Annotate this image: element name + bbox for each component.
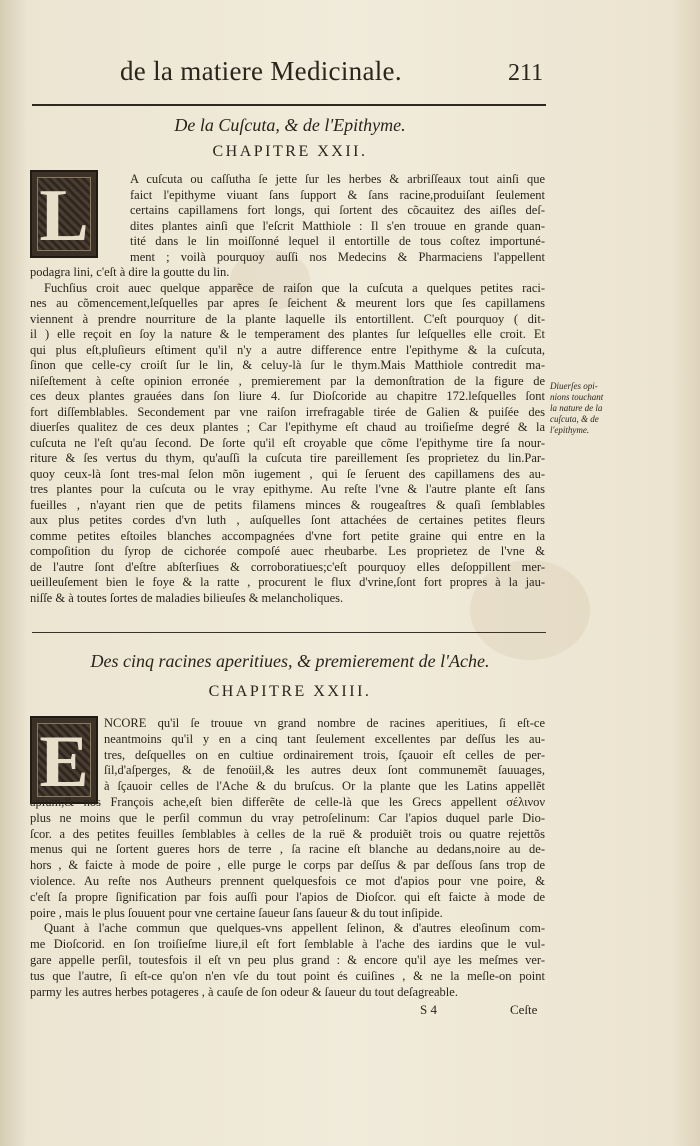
text-line: aux plus petites cordes d'vn luth , auſquelles ſont attachées de certaines petites fleurs xyxy=(30,513,545,527)
text-line: ces deux plantes grauées dans ſon liure 4. ſur Dioſcoride au chapitre 172.leſquelles ſont xyxy=(30,389,545,403)
marginal-note xyxy=(550,381,645,436)
marginal-note-line: cuſcuta, & de xyxy=(550,414,599,424)
text-line: Quant à l'ache commun que quelques-vns appellent ſelinon, & d'autres eleoſinum com- xyxy=(44,921,545,936)
text-line: NCORE qu'il ſe trouue vn grand nombre de racines aperitiues, ſi eſt-ce xyxy=(104,716,545,730)
text-line: cuſcuta ne l'eſt qu'au ſecond. De ſorte qu'il eſt croyable que cõme l'epithyme tire ſa nour- xyxy=(30,435,545,450)
text-line: certains capillamens fort longs, qui ſortent des cõcauitez des aiſles deſ- xyxy=(130,203,545,217)
text-line: Fuchſius croit auec quelque apparẽce de raiſon que la cuſcuta a quelques petites raci- xyxy=(44,280,545,295)
chapter-heading-23: CHAPITRE XXIII. xyxy=(208,683,372,700)
page-number: 211 xyxy=(508,60,544,86)
text-line: de l'autre ſont d'eſtre abſterſiues & corroboratiues;c'eſt pourquoy elles deſoppillent mer- xyxy=(30,559,545,574)
text-line: parmy les autres herbes potageres , à cauſe de ſon odeur & ſaueur du tout deſagreable. xyxy=(30,984,458,999)
header-rule xyxy=(32,104,546,106)
text-line: A cuſcuta ou caſſutha ſe jette ſur les herbes & arbriſſeaux tout ainſi que xyxy=(130,172,545,186)
text-line: il ) elle reçoit en ſoy la nature & le temperament des plantes ſur leſquelles elle croit. Et xyxy=(30,327,545,341)
text-line: tres, deſquelles on en cultiue ordinairement trois, ſçauoir eſt celles de per- xyxy=(104,747,545,762)
marginal-note-line: la nature de la xyxy=(550,403,603,413)
marginal-note-line: Diuerſes opi- xyxy=(550,381,598,391)
text-line: viennent à prendre nourriture de la plante laquelle ils entortillent. C'eſt pourquoy ( dit- xyxy=(30,311,545,326)
text-line: apium,& nos François ache,eſt bien differẽte de celle-là que les Grecs appellent σέλινον xyxy=(30,795,545,809)
text-line: ment ; voilà pourquoy auſſi nos Medecins & Pharmaciens l'appellent xyxy=(130,249,545,264)
text-line: quoy ceux-là ſont tres-mal ſelon mõn iugement , qui ſe ſeruent des capillamens des au- xyxy=(30,466,545,481)
text-line: niſſe & à toutes ſortes de maladies bilieuſes & melancholiques. xyxy=(30,590,344,605)
text-line: comme petites eſtoiles blanches accompagnées d'vne fort petite graine qui entre en la xyxy=(30,528,545,543)
text-line: diuerſes qualitez de ces deux plantes ; Car l'epithyme eſt chaud au troiſieſme degré & la xyxy=(30,420,545,434)
text-line: neantmoins qu'il y en a cinq tant ſeulement excellentes par deſſus les au- xyxy=(104,731,545,746)
text-line: dites plantes ainſi que l'eſcrit Matthiole : Il s'en trouue en grande quan- xyxy=(130,218,545,233)
text-line: compoſition du ſyrop de cichorée compoſé auec rheubarbe. Les proprietez de l'vne & xyxy=(30,544,545,558)
decorated-initial: L xyxy=(30,170,98,258)
text-line: fueilles , n'ayant rien que de petits filamens minces & rougeaſtres & quaſi ſemblables xyxy=(30,497,545,512)
text-line: ſcor. a des petites feuilles ſemblables à celles de la ruë & produiẽt trois ou quatre rejettõs xyxy=(30,826,545,841)
section-divider xyxy=(32,632,546,633)
text-line: c'eſt ſa propre ſignification par fois auſſi pour l'apios de Dioſcor. qui eſt faicte à mode de xyxy=(30,889,545,904)
section-title-cuscuta: De la Cuſcuta, & de l'Epithyme. xyxy=(174,115,406,135)
text-line: fort diſſemblables. Secondement par vne raiſon irrefragable tirée de Galien & puiſée des xyxy=(30,404,545,419)
text-line: tus que l'autre, ſi eſt-ce qu'on n'en vſe du tout point és cuiſines , & ne la meſle-on point xyxy=(30,968,545,983)
text-line: poire , mais le plus ſouuent pour vne certaine ſaueur ſans ſaueur & du tout inſipide. xyxy=(30,905,443,920)
text-line: ſil,d'aſperges, & de fenoüil,& les autres deux ſont communemẽt ſauuages, xyxy=(104,763,545,778)
text-line: violence. Au reſte nos Autheurs prennent quelquesfois ce mot d'apios pour vne poire, & xyxy=(30,874,545,888)
chapter-heading-22: CHAPITRE XXII. xyxy=(212,143,368,160)
section-title-ache: Des cinq racines aperitiues, & premierement de l'Ache. xyxy=(90,651,490,671)
text-line: tres plantes pour la cuſcuta ou le vray epithyme. Au reſte l'vne & l'autre plante eſt ſans xyxy=(30,482,545,496)
marginal-note-line: nions touchant xyxy=(550,392,604,402)
running-head: de la matiere Medicinale. xyxy=(120,56,402,86)
text-line: ueilleuſement bien le foye & la ratte , procurent le flux d'vrine,ſont fort propres à la jau- xyxy=(30,575,545,589)
signature-mark: S 4 xyxy=(420,1002,437,1017)
text-line: tité dans le lin moiſſonné lequel il entortille de tous coſtez importuné- xyxy=(130,234,545,248)
text-line: menus qui ne ſortent gueres hors de terre , ſa racine eſt blanche au dedans,noire au de- xyxy=(30,842,545,857)
text-line: me Dioſcorid. en ſon troiſieſme liure,il eſt fort ſemblable à l'ache des iardins que le vul- xyxy=(30,937,545,952)
text-line: à ſçauoir celles de l'Ache & du bruſcus. Or la plante que les Latins appellẽt xyxy=(104,779,545,794)
text-line: niſeſtement à ceſte opinion erronée , premierement par la demonſtration de la figure de xyxy=(30,373,545,388)
text-line: qui plus eſt,pluſieurs eſtiment qu'il n'y a autre difference entre l'epithyme & la cuſcuta, xyxy=(30,342,545,357)
decorated-initial: E xyxy=(30,716,98,804)
text-line: nes au cõmencement,leſquelles par apres ſe ſeichent & meurent lors que ſes capillamens xyxy=(30,296,545,310)
text-line: faict l'epithyme viuant ſans ſupport & ſans racine,produiſant ſeulement xyxy=(130,187,545,202)
text-line: ſinon que celle-cy croiſt ſur le lin, & celuy-là ſur le thym.Mais Matthiole contredit ma- xyxy=(30,358,545,372)
text-line: gare appelle perſil, toutesfois il eſt vn peu plus grand : & encore qu'il aye les meſmes ver- xyxy=(30,953,545,967)
text-line: hors , & faicte à mode de poire , elle purge le corps par deſſus & par deſſous ſans trop de xyxy=(30,858,545,873)
text-line: riture & ſes vertus du thym, qu'auſſi la cuſcuta tire pareillement ſes proprietez du lin.Par- xyxy=(30,451,545,465)
marginal-note-line: l'epithyme. xyxy=(550,425,590,435)
text-line: plus ne moins que le perſil commun du vray petroſelinum: Car l'apios duquel parle Dio- xyxy=(30,810,545,825)
catchword: Ceſte xyxy=(510,1002,538,1017)
text-line: podagra lini, c'eſt à dire la goutte du lin. xyxy=(30,265,230,279)
